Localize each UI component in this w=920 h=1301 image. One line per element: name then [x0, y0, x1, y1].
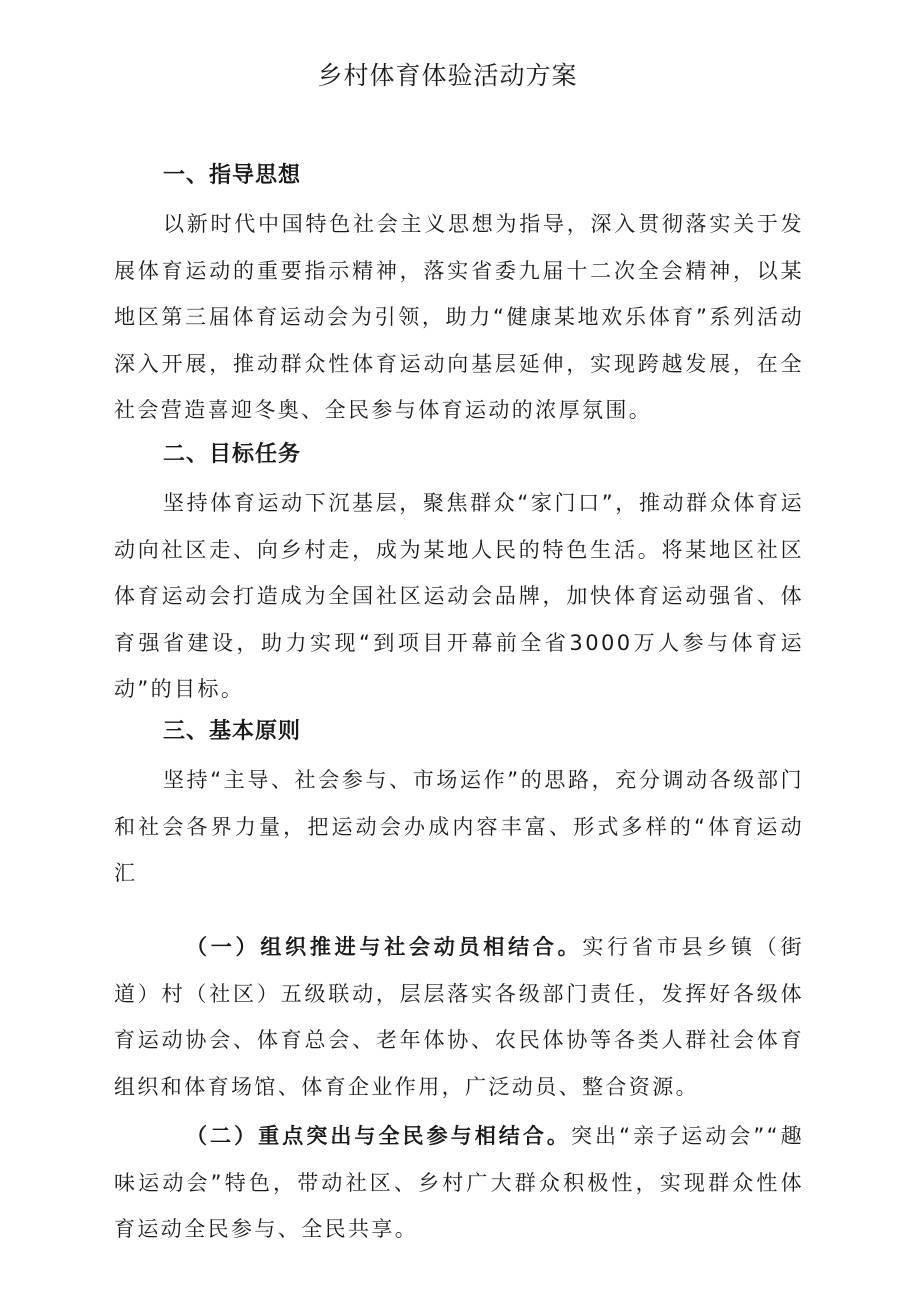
section-body-guiding-ideology: 以新时代中国特色社会主义思想为指导，深入贯彻落实关于发展体育运动的重要指示精神，落实省委九届十二次全会精神，以某地区第三届体育运动会为引领，助力“健康某地欢乐体育”系列活动深入开展，推动群众性体育运动向基层延伸，实现跨越发展，在全社会营造喜迎冬奥、全民参与体育运动的浓厚氛围。: [114, 212, 804, 422]
principle-item-2-lead: （二）重点突出与全民参与相结合。: [186, 1124, 571, 1148]
principle-item-1-lead: （一）组织推进与社会动员相结合。: [186, 935, 583, 959]
principle-item-2-body: 突出“亲子运动会”“趣味运动会”特色，带动社区、乡村广大群众积极性，实现群众性体育运动全民参与、全民共享。: [114, 1124, 804, 1241]
principle-item-2: [114, 1113, 804, 1253]
section-heading-guiding-ideology: 一、指导思想: [163, 163, 302, 188]
section-body-goals: 坚持体育运动下沉基层，聚焦群众“家门口”，推动群众体育运动向社区走、向乡村走，成为某地人民的特色生活。将某地区社区体育运动会打造成为全国社区运动会品牌，加快体育运动强省、体育强省建设，助力实现“到项目开幕前全省3000万人参与体育运动”的目标。: [114, 491, 804, 701]
principle-item-1: [114, 924, 804, 1110]
principle-item-1-body: 实行省市县乡镇（街道）村（社区）五级联动，层层落实各级部门责任，发挥好各级体育运动协会、体育总会、老年体协、农民体协等各类人群社会体育组织和体育场馆、体育企业作用，广泛动员、整合资源。: [114, 935, 804, 1099]
section-heading-principles: 三、基本原则: [163, 719, 302, 744]
section-heading-goals: 二、目标任务: [163, 442, 302, 467]
section-body-principles: 坚持“主导、社会参与、市场运作”的思路，充分调动各级部门和社会各界力量，把运动会办成内容丰富、形式多样的“体育运动汇: [114, 768, 804, 885]
document-title: 乡村体育体验活动方案: [317, 61, 578, 90]
